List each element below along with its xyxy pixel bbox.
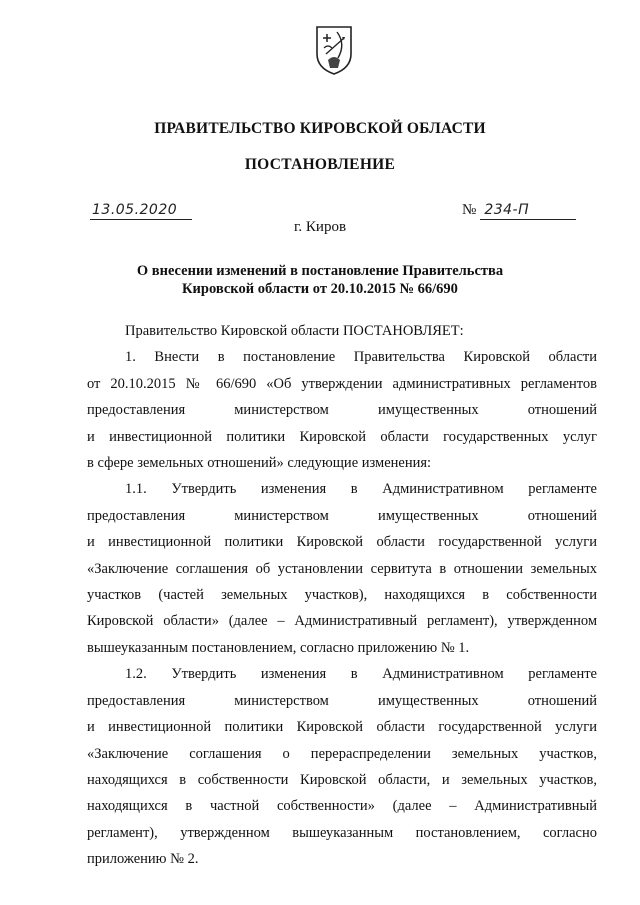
text-line: 1.1. Утвердить изменения в Административном регламенте <box>125 481 597 498</box>
text-line: и инвестиционной политики Кировской области государственных услуг <box>87 428 597 445</box>
text-line: Кировской области» (далее – Административный регламент), утвержденном <box>87 613 597 630</box>
paragraph-1-2 <box>87 661 597 872</box>
title-line: Кировской области от 20.10.2015 № 66/690 <box>182 281 458 297</box>
preamble: Правительство Кировской области ПОСТАНОВЛЯЕТ: <box>125 323 464 339</box>
text-line: регламент), утвержденном вышеуказанным постановлением, согласно <box>87 824 597 841</box>
text-line: приложению № 2. <box>87 851 199 868</box>
text-line: от 20.10.2015 № 66/690 «Об утверждении административных регламентов <box>87 375 597 392</box>
text-line: предоставления министерством имущественных отношений <box>87 507 597 524</box>
text-line: 1.2. Утвердить изменения в Административном регламенте <box>125 666 597 683</box>
document-title <box>100 262 540 298</box>
text-line: находящихся в собственности Кировской области, и земельных участков, <box>87 771 597 788</box>
paragraph-1 <box>87 344 597 476</box>
text-line: предоставления министерством имущественных отношений <box>87 692 597 709</box>
text-line: вышеуказанным постановлением, согласно приложению № 1. <box>87 639 470 656</box>
text-line: предоставления министерством имущественных отношений <box>87 402 597 419</box>
document-body <box>87 318 597 873</box>
text-line: в сфере земельных отношений» следующие изменения: <box>87 455 432 472</box>
document-date: 13.05.2020 <box>90 201 192 220</box>
paragraph-1-1 <box>87 476 597 661</box>
text-line: 1. Внести в постановление Правительства Кировской области <box>125 349 597 366</box>
text-line: находящихся в частной собственности» (далее – Административный <box>87 798 597 815</box>
document-number: 234-П <box>480 201 576 220</box>
text-line: и инвестиционной политики Кировской области государственной услуги <box>87 719 597 736</box>
text-line: и инвестиционной политики Кировской области государственной услуги <box>87 534 597 551</box>
text-line: «Заключение соглашения об установлении сервитута в отношении земельных <box>87 560 597 577</box>
text-line: «Заключение соглашения о перераспределении земельных участков, <box>87 745 597 762</box>
number-sign: № <box>462 202 477 218</box>
government-name: ПРАВИТЕЛЬСТВО КИРОВСКОЙ ОБЛАСТИ <box>154 120 486 137</box>
city: г. Киров <box>293 219 347 235</box>
document-type: ПОСТАНОВЛЕНИЕ <box>244 156 396 173</box>
title-line: О внесении изменений в постановление Правительства <box>136 263 504 279</box>
document-number-block <box>462 201 576 220</box>
text-line: участков (частей земельных участков), находящихся в собственности <box>87 587 597 604</box>
coat-of-arms-icon <box>314 24 354 76</box>
